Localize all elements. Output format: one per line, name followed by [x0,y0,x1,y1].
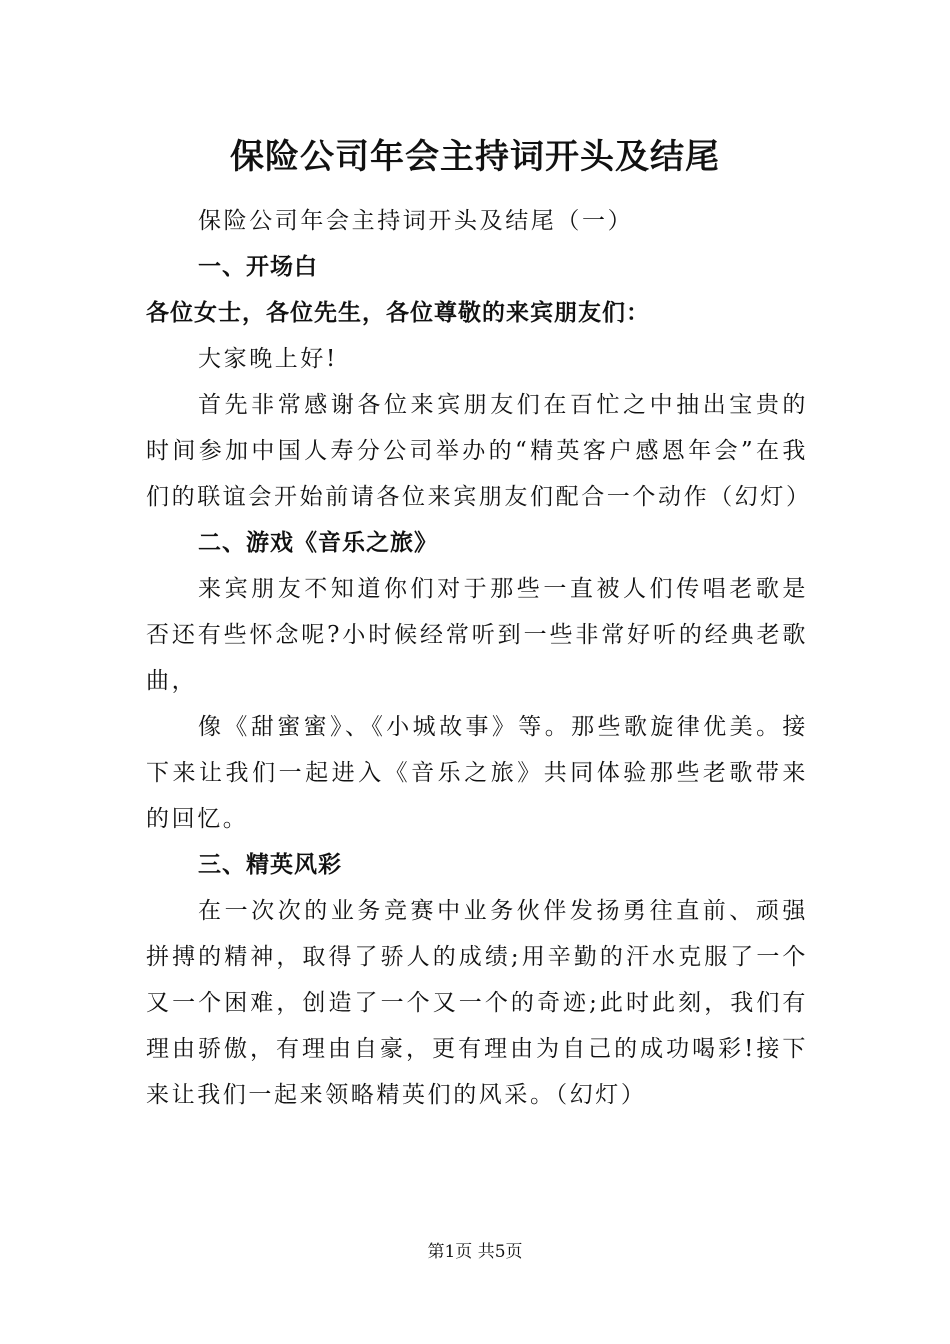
section-heading: 三、精英风彩 [198,852,342,878]
paragraph: 在一次次的业务竞赛中业务伙伴发扬勇往直前、顽强拼搏的精神，取得了骄人的成绩;用辛勤的汗水克服了一个又一个困难，创造了一个又一个的奇迹;此时此刻，我们有理由骄傲，有理由自豪，更有理由为自己的成功喝彩!接下来让我们一起来领略精英们的风采。（幻灯） [146,898,808,1108]
paragraph: 大家晚上好! [198,346,338,372]
subtitle: 保险公司年会主持词开头及结尾（一） [198,208,634,234]
document-body [146,198,812,1118]
document-title: 保险公司年会主持词开头及结尾 [230,137,720,177]
salutation: 各位女士，各位先生，各位尊敬的来宾朋友们： [146,300,650,326]
paragraph: 首先非常感谢各位来宾朋友们在百忙之中抽出宝贵的时间参加中国人寿分公司举办的“精英客户感恩年会”在我们的联谊会开始前请各位来宾朋友们配合一个动作（幻灯） [146,392,812,510]
section-heading: 一、开场白 [198,254,318,280]
paragraph: 来宾朋友不知道你们对于那些一直被人们传唱老歌是否还有些怀念呢?小时候经常听到一些非常好听的经典老歌曲， [146,576,808,694]
page-footer: 第1页 共5页 [427,1242,523,1262]
paragraph: 像《甜蜜蜜》、《小城故事》等。那些歌旋律优美。接下来让我们一起进入《音乐之旅》共同体验那些老歌带来的回忆。 [146,714,808,832]
section-heading: 二、游戏《音乐之旅》 [198,530,438,556]
